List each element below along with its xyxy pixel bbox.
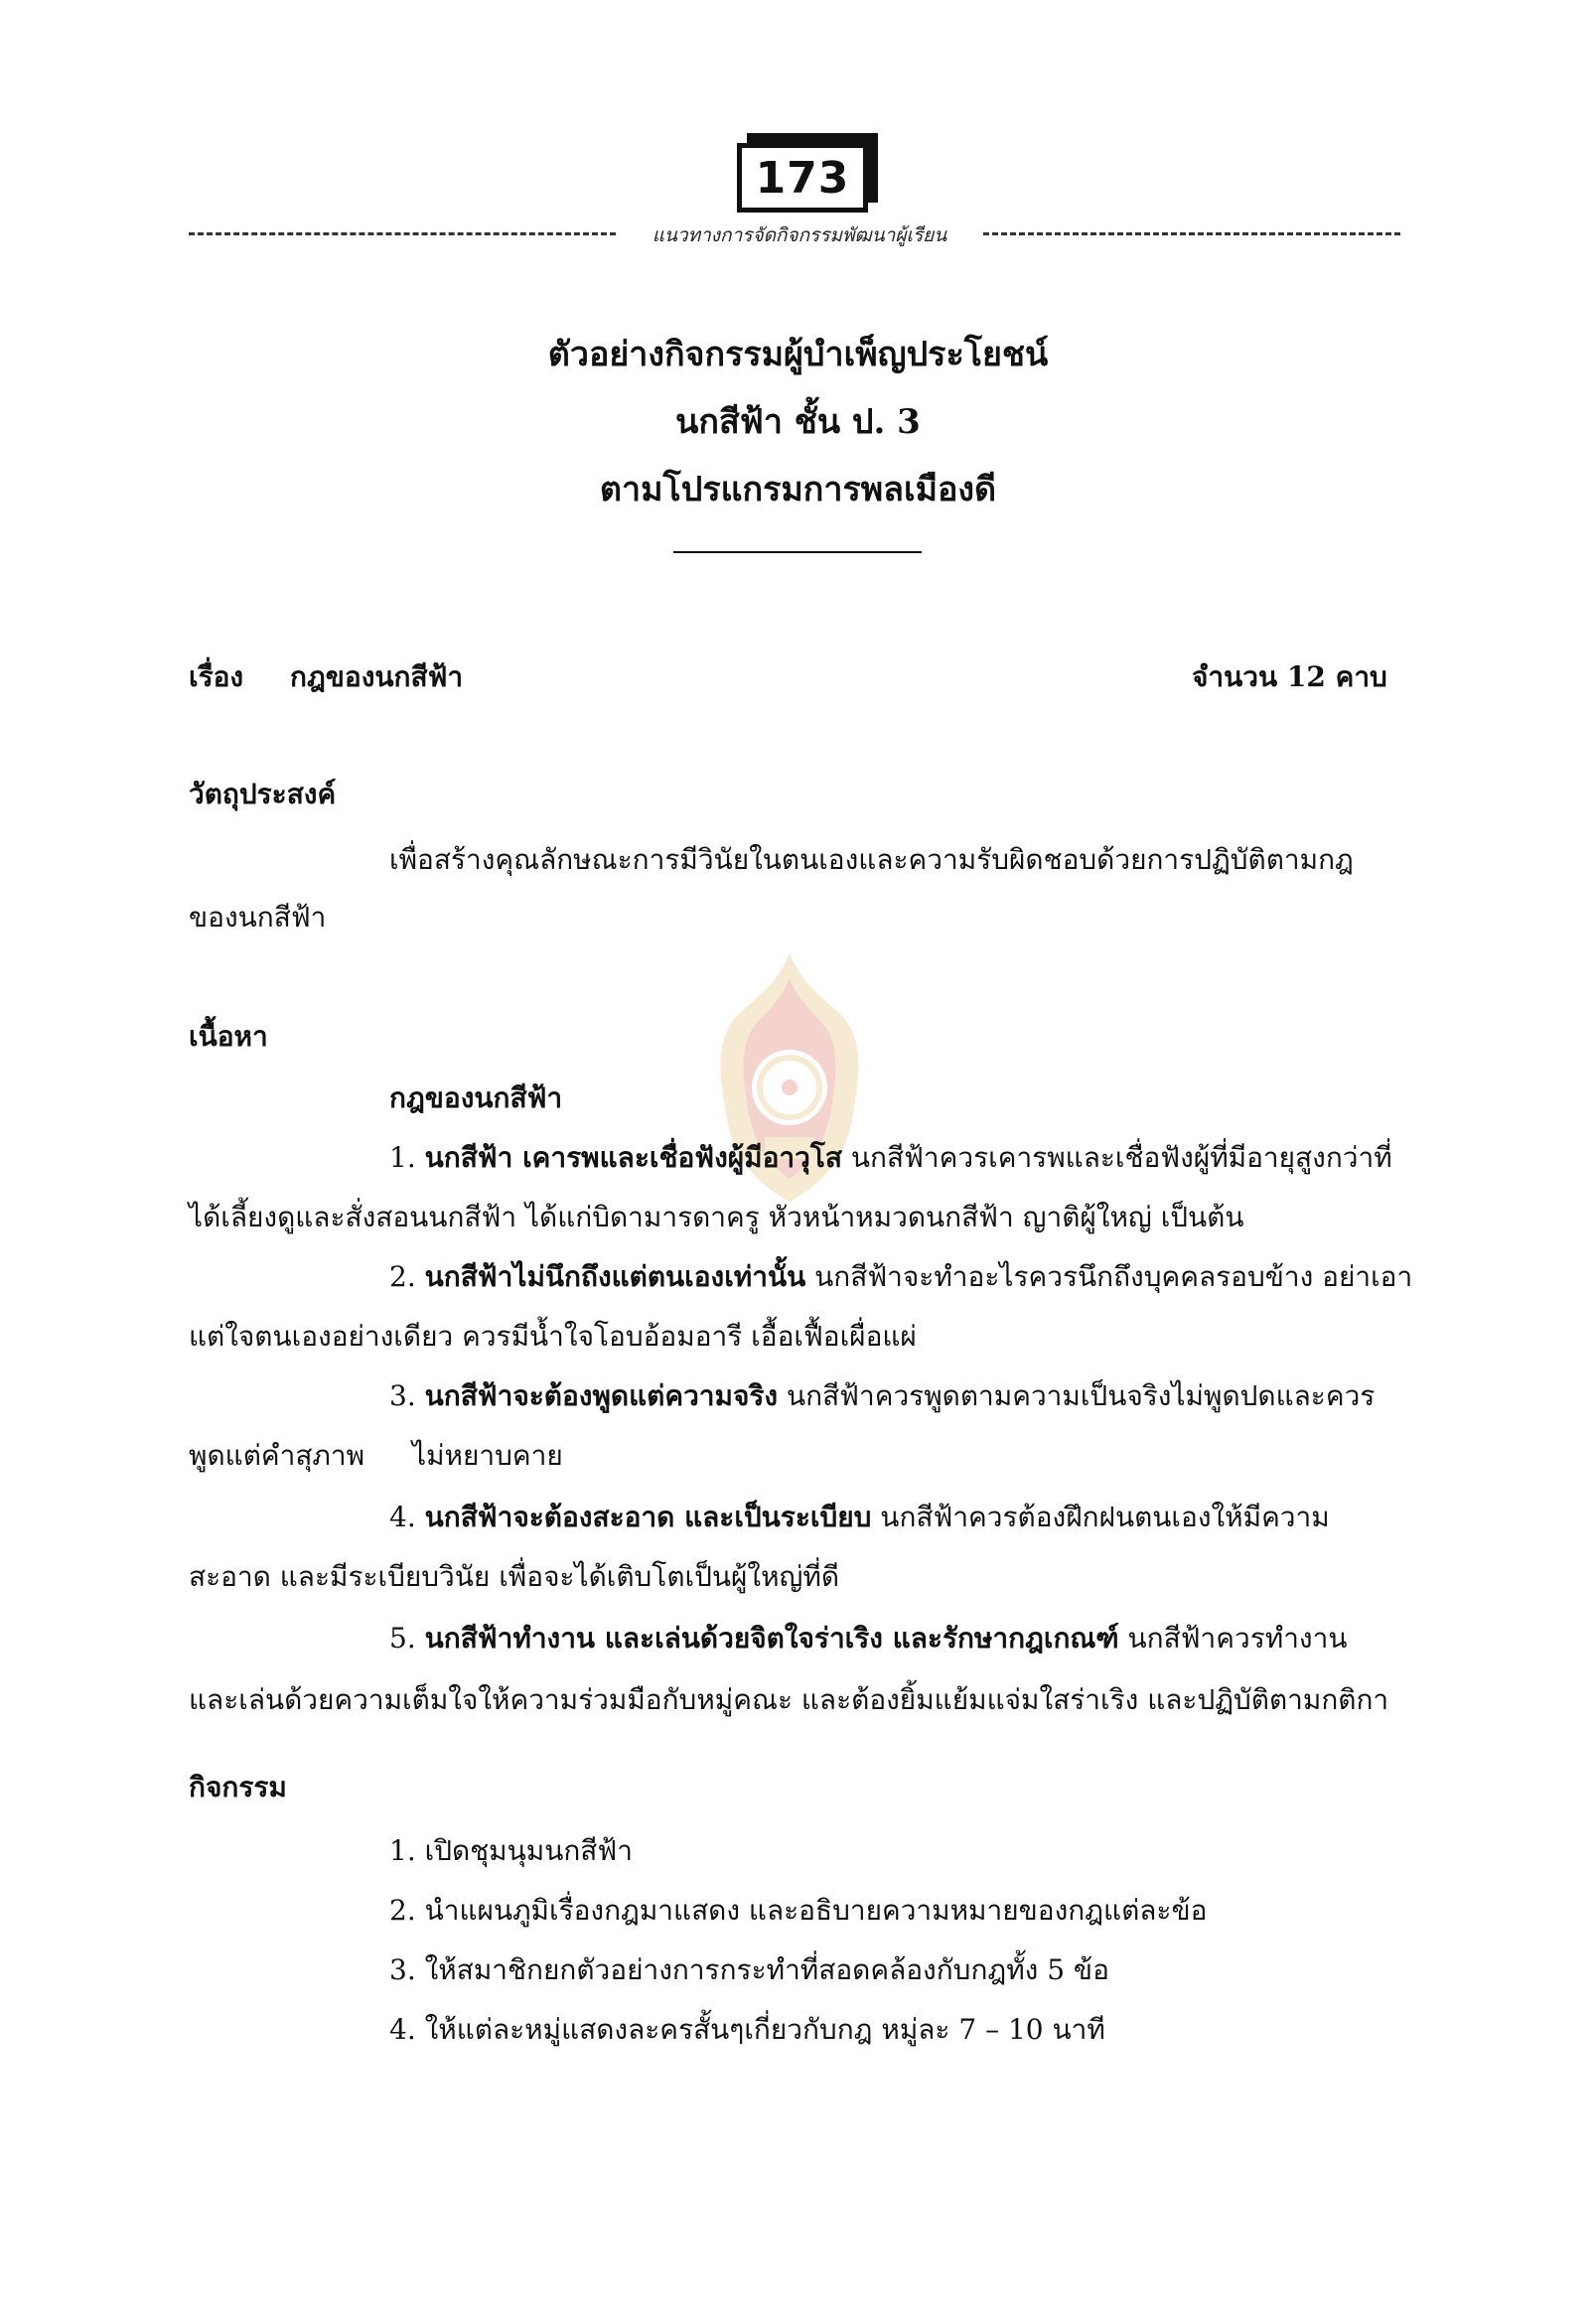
rule-text: นกสีฟ้าควรทำงาน [1118, 1622, 1348, 1655]
activity-item-1 [389, 1834, 633, 1867]
rule-number: 4. [389, 1501, 416, 1533]
activity-text: ให้สมาชิกยกตัวอย่างการกระทำที่สอดคล้องกับกฎทั้ง 5 ข้อ [424, 1953, 1109, 1986]
title-line-1: ตัวอย่างกิจกรรมผู้บำเพ็ญประโยชน์ [547, 335, 1049, 374]
content-heading: เนื้อหา [189, 1020, 268, 1053]
activity-number: 2. [389, 1894, 416, 1927]
rule-4 [389, 1501, 1330, 1533]
objective-line-2: ของนกสีฟ้า [189, 901, 327, 934]
activity-item-3 [389, 1953, 1109, 1986]
subject-label: เรื่อง [189, 660, 244, 693]
rule-title: นกสีฟ้าจะต้องพูดแต่ความจริง [424, 1379, 779, 1412]
subject-periods: จำนวน 12 คาบ [1192, 660, 1387, 693]
rule-number: 2. [389, 1260, 416, 1293]
content-subheading: กฎของนกสีฟ้า [389, 1081, 563, 1114]
header-rule-left [189, 232, 616, 235]
rule-3-line-2b: ไม่หยาบคาย [412, 1439, 563, 1472]
rule-number: 1. [389, 1141, 416, 1174]
rule-number: 5. [389, 1622, 416, 1655]
page-number: 173 [737, 143, 868, 213]
rule-text: นกสีฟ้าควรพูดตามความเป็นจริงไม่พูดปดและควร [778, 1379, 1376, 1412]
rule-3-line-2: พูดแต่คำสุภาพ [189, 1439, 365, 1472]
rule-3 [389, 1379, 1376, 1412]
rule-text: นกสีฟ้าควรต้องฝึกฝนตนเองให้มีความ [871, 1501, 1330, 1533]
rule-2 [389, 1260, 1413, 1293]
objective-heading: วัตถุประสงค์ [189, 778, 337, 810]
header-rule-right [983, 232, 1400, 235]
rule-title: นกสีฟ้าไม่นึกถึงแต่ตนเองเท่านั้น [424, 1260, 806, 1293]
activity-number: 4. [389, 2013, 416, 2046]
rule-1-line-2: ได้เลี้ยงดูและสั่งสอนนกสีฟ้า ได้แก่บิดามารดาครู หัวหน้าหมวดนกสีฟ้า ญาติผู้ใหญ่ เป็นต้น [189, 1201, 1244, 1233]
activity-number: 1. [389, 1834, 416, 1867]
activity-item-4 [389, 2013, 1105, 2046]
objective-line-1: เพื่อสร้างคุณลักษณะการมีวินัยในตนเองและความรับผิดชอบด้วยการปฏิบัติตามกฎ [389, 843, 1354, 876]
rule-5 [389, 1622, 1348, 1655]
title-underline [673, 551, 922, 553]
subject-value: กฎของนกสีฟ้า [290, 660, 464, 693]
activity-text: เปิดชุมนุมนกสีฟ้า [424, 1834, 633, 1867]
header-caption: แนวทางการจัดกิจกรรมพัฒนาผู้เรียน [652, 224, 947, 246]
title-line-3: ตามโปรแกรมการพลเมืองดี [599, 470, 997, 509]
activity-number: 3. [389, 1953, 416, 1986]
rule-number: 3. [389, 1379, 416, 1412]
rule-title: นกสีฟ้าจะต้องสะอาด และเป็นระเบียบ [424, 1501, 872, 1533]
activity-item-2 [389, 1894, 1208, 1927]
activities-heading: กิจกรรม [189, 1771, 287, 1803]
rule-title: นกสีฟ้า เคารพและเชื่อฟังผู้มีอาวุโส [424, 1141, 843, 1174]
rule-5-line-2: และเล่นด้วยความเต็มใจให้ความร่วมมือกับหมู่คณะ และต้องยิ้มแย้มแจ่มใสร่าเริง และปฏิบัติตามกติกา [189, 1683, 1389, 1716]
rule-4-line-2: สะอาด และมีระเบียบวินัย เพื่อจะได้เติบโตเป็นผู้ใหญ่ที่ดี [189, 1560, 840, 1593]
activity-text: นำแผนภูมิเรื่องกฎมาแสดง และอธิบายความหมายของกฎแต่ละข้อ [424, 1894, 1208, 1927]
title-line-2: นกสีฟ้า ชั้น ป. 3 [675, 402, 921, 442]
rule-text: นกสีฟ้าควรเคารพและเชื่อฟังผู้ที่มีอายุสูงกว่าที่ [842, 1141, 1392, 1174]
rule-2-line-2: แต่ใจตนเองอย่างเดียว ควรมีน้ำใจโอบอ้อมอารี เอื้อเฟื้อเผื่อแผ่ [189, 1320, 917, 1353]
rule-text: นกสีฟ้าจะทำอะไรควรนึกถึงบุคคลรอบข้าง อย่าเอา [805, 1260, 1413, 1293]
activity-text: ให้แต่ละหมู่แสดงละครสั้นๆเกี่ยวกับกฎ หมู่ละ 7 – 10 นาที [424, 2013, 1105, 2046]
rule-title: นกสีฟ้าทำงาน และเล่นด้วยจิตใจร่าเริง และรักษากฎเกณฑ์ [424, 1622, 1119, 1655]
rule-1 [389, 1141, 1392, 1174]
